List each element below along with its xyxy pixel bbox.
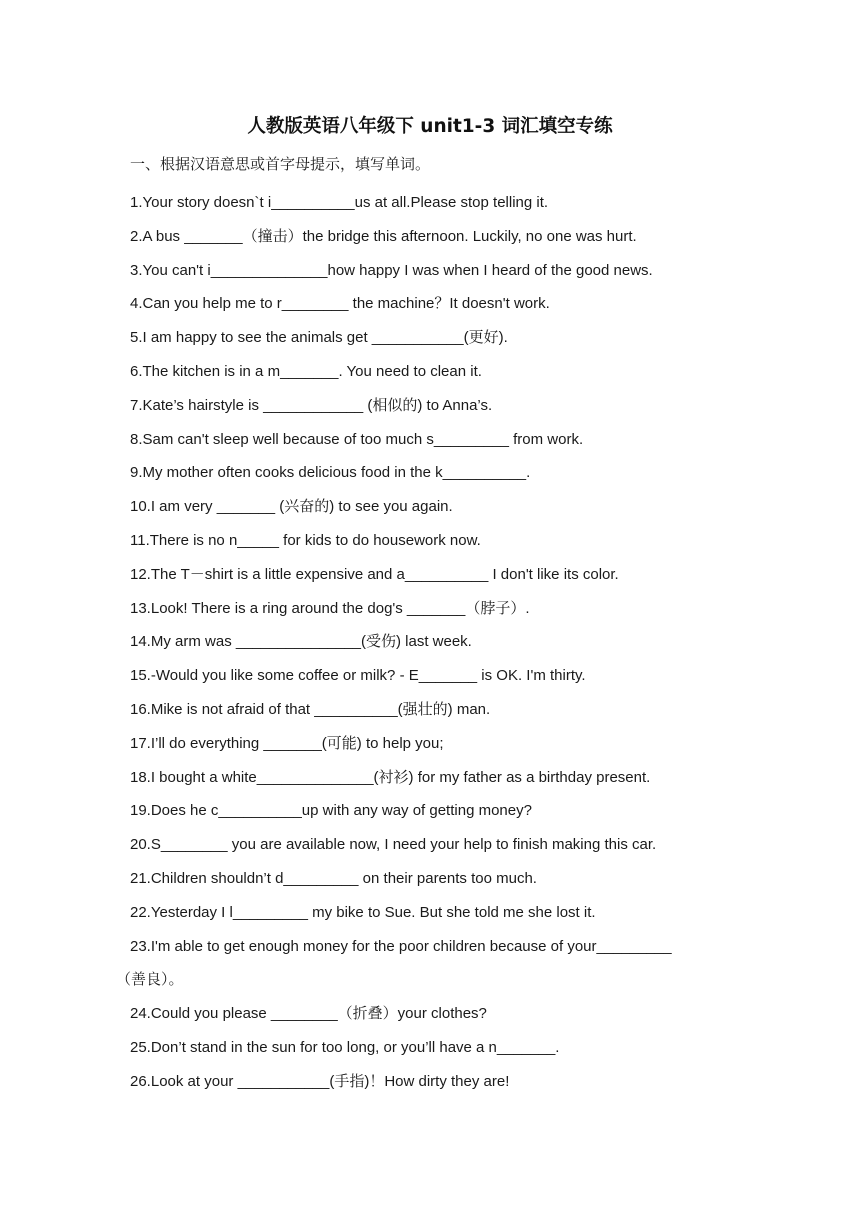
question-item: 24.Could you please ________（折叠）your clothes?	[130, 1005, 487, 1023]
question-item: 22.Yesterday I l_________ my bike to Sue. But she told me she lost it.	[130, 903, 596, 921]
question-item: 2.A bus _______（撞击）the bridge this afternoon. Luckily, no one was hurt.	[130, 227, 637, 245]
question-list	[116, 186, 730, 1099]
question-item: 4.Can you help me to r________ the machine？It doesn't work.	[130, 295, 550, 313]
question-item: 12.The T－shirt is a little expensive and a__________ I don't like its color.	[130, 565, 619, 583]
question-item-23-continued	[116, 963, 730, 997]
question-item: 26.Look at your ___________(手指)！How dirty they are!	[130, 1072, 510, 1090]
question-23-line1: 23.I'm able to get enough money for the poor children because of your_________	[130, 937, 672, 955]
question-item: 21.Children shouldn’t d_________ on their parents too much.	[130, 869, 537, 887]
question-item: 8.Sam can't sleep well because of too much s_________ from work.	[130, 430, 584, 448]
section-heading: 一、根据汉语意思或首字母提示，填写单词。	[130, 155, 431, 173]
question-item: 10.I am very _______ (兴奋的) to see you again.	[130, 498, 453, 516]
question-item: 18.I bought a white______________(衬衫) for my father as a birthday present.	[130, 768, 651, 786]
question-item: 19.Does he c__________up with any way of getting money?	[130, 802, 532, 820]
question-item: 13.Look! There is a ring around the dog's _______（脖子）.	[130, 599, 530, 617]
question-23-line2: （善良）。	[116, 971, 184, 989]
question-item: 3.You can't i______________how happy I was when I heard of the good news.	[130, 261, 653, 279]
question-item: 6.The kitchen is in a m_______. You need to clean it.	[130, 362, 482, 380]
question-item: 16.Mike is not afraid of that __________(强壮的) man.	[130, 700, 491, 718]
question-item: 15.-Would you like some coffee or milk? - E_______ is OK. I'm thirty.	[130, 667, 586, 685]
question-item: 25.Don’t stand in the sun for too long, or you’ll have a n_______.	[130, 1038, 560, 1056]
question-item: 20.S________ you are available now, I need your help to finish making this car.	[130, 836, 657, 854]
question-item: 11.There is no n_____ for kids to do housework now.	[130, 531, 481, 549]
question-item: 14.My arm was _______________(受伤) last week.	[130, 633, 472, 651]
question-item: 1.Your story doesn`t i__________us at all.Please stop telling it.	[130, 194, 549, 211]
question-item: 9.My mother often cooks delicious food in the k__________.	[130, 464, 531, 482]
question-item: 7.Kate’s hairstyle is ____________ (相似的) to Anna’s.	[130, 396, 493, 414]
document-title: 人教版英语八年级下 unit1-3 词汇填空专练	[247, 116, 613, 137]
question-item: 5.I am happy to see the animals get ___________(更好).	[130, 329, 508, 347]
question-item: 17.I’ll do everything _______(可能) to help you;	[130, 734, 444, 752]
question-item-23	[130, 930, 730, 964]
